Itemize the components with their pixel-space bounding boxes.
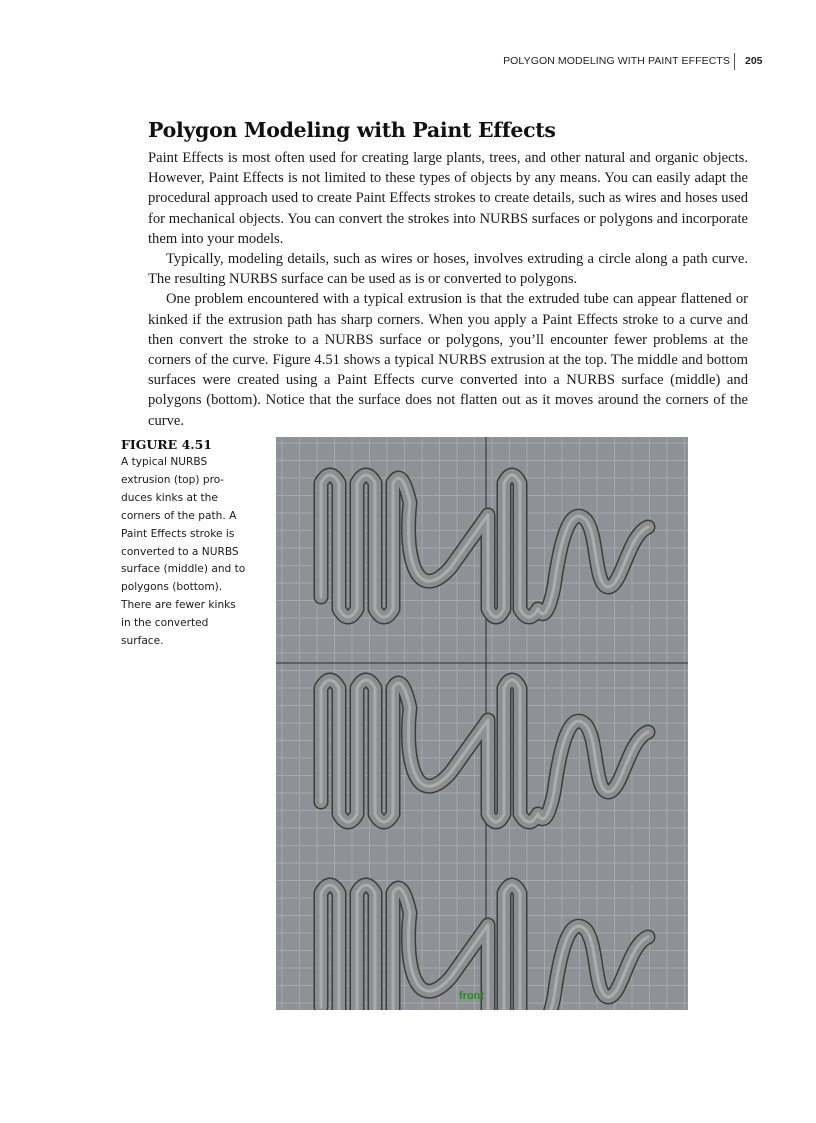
figure-label: FIGURE 4.51 (121, 437, 213, 452)
viewport-render (276, 437, 688, 1010)
paragraph-1: Paint Effects is most often used for creating large plants, trees, and other natural and organic objects. However, Paint Effects is not limited to these types of objects by any means. You can easily adapt the procedural approach used to create Paint Effects strokes to create details, such as wires and hoses used for mechanical objects. You can convert the strokes into NURBS surfaces or polygons and incorporate them into your models. (148, 150, 748, 247)
viewport-camera-label: front (459, 990, 485, 1002)
figure-caption (121, 437, 247, 651)
figure-4-51 (276, 437, 688, 1010)
article (148, 118, 748, 431)
paragraph-3: One problem encountered with a typical extrusion is that the extruded tube can appear flattened or kinked if the extrusion path has sharp corners. When you apply a Paint Effects stroke to a curve and then convert the stroke to a NURBS surface or polygons, you’ll encounter fewer problems at the corners of the curve. Figure 4.51 shows a typical NURBS extrusion at the top. The middle and bottom surfaces were created using a Paint Effects curve converted into a NURBS surface (middle) and polygons (bottom). Notice that the surface does not flatten out as it moves around the corners of the curve. (148, 291, 748, 429)
section-heading: Polygon Modeling with Paint Effects (148, 118, 556, 142)
figure-caption-text: A typical NURBS extrusion (top) produces kinks at the corners of the path. A Paint Effects stroke is converted to a NURBS surface (middle) and to polygons (bottom). There are fewer kinks in the converted surface. (121, 456, 246, 648)
paragraph-2: Typically, modeling details, such as wires or hoses, involves extruding a circle along a path curve. The resulting NURBS surface can be used as is or converted to polygons. (148, 251, 748, 288)
running-head (0, 55, 816, 71)
running-head-divider (734, 53, 735, 70)
page-number: 205 (745, 55, 763, 67)
running-head-section: POLYGON MODELING WITH PAINT EFFECTS (503, 55, 730, 67)
